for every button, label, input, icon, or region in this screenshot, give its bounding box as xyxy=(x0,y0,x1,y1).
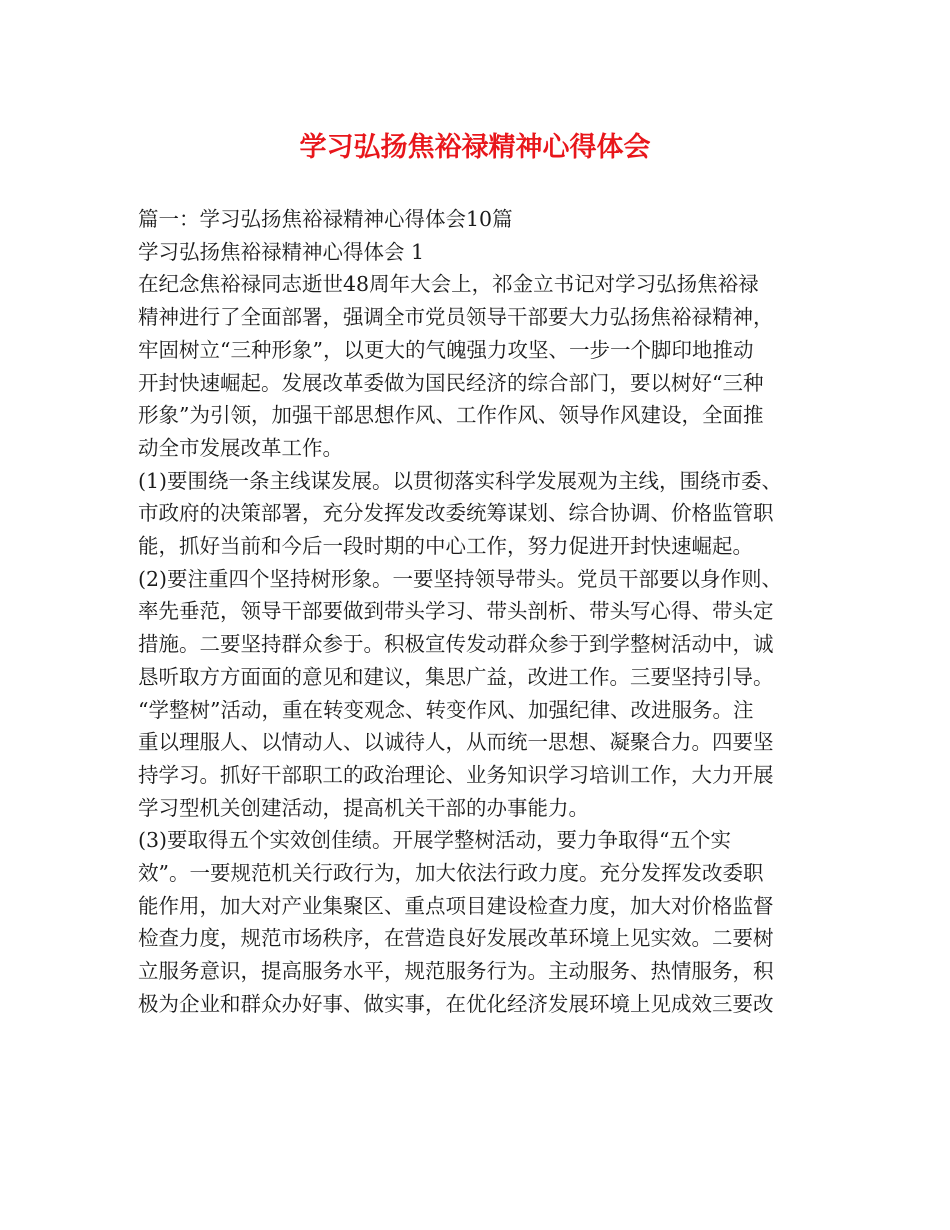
text-line: 持学习。抓好干部职工的政治理论、业务知识学习培训工作，大力开展 xyxy=(138,762,774,787)
text-line: 学习弘扬焦裕禄精神心得体会 1 xyxy=(138,239,425,264)
text-line: 形象”为引领，加强干部思想作风、工作作风、领导作风建设，全面推 xyxy=(138,403,764,428)
text-line: 在纪念焦裕禄同志逝世48周年大会上，祁金立书记对学习弘扬焦裕禄 xyxy=(138,272,759,297)
text-line: (1)要围绕一条主线谋发展。以贯彻落实科学发展观为主线，围绕市委、 xyxy=(138,468,783,493)
text-line: 立服务意识，提高服务水平，规范服务行为。主动服务、热情服务，积 xyxy=(138,959,774,984)
text-line: 能作用，加大对产业集聚区、重点项目建设检查力度，加大对价格监督 xyxy=(138,893,774,918)
document-body xyxy=(138,203,828,1021)
text-line: 措施。二要坚持群众参于。积极宣传发动群众参于到学整树活动中，诚 xyxy=(138,632,774,657)
text-line: 恳听取方方面面的意见和建议，集思广益，改进工作。三要坚持引导。 xyxy=(138,664,774,689)
text-line: 动全市发展改革工作。 xyxy=(138,435,343,460)
text-line: 能，抓好当前和今后一段时期的中心工作，努力促进开封快速崛起。 xyxy=(138,534,753,559)
text-line: 率先垂范，领导干部要做到带头学习、带头剖析、带头写心得、带头定 xyxy=(138,599,774,624)
text-line: 精神进行了全面部署，强调全市党员领导干部要大力弘扬焦裕禄精神， xyxy=(138,305,774,330)
text-line: 学习型机关创建活动，提高机关干部的办事能力。 xyxy=(138,795,589,820)
text-line: 效”。一要规范机关行政行为，加大依法行政力度。充分发挥发改委职 xyxy=(138,861,764,886)
text-line: 篇一：学习弘扬焦裕禄精神心得体会10篇 xyxy=(138,207,513,231)
text-line: 重以理服人、以情动人、以诚待人，从而统一思想、凝聚合力。四要坚 xyxy=(138,730,774,755)
text-line: 极为企业和群众办好事、做实事，在优化经济发展环境上见成效三要改 xyxy=(138,991,774,1016)
text-line: (3)要取得五个实效创佳绩。开展学整树活动，要力争取得“五个实 xyxy=(138,828,732,853)
text-line: 牢固树立“三种形象”，以更大的气魄强力攻坚、一步一个脚印地推动 xyxy=(138,337,754,362)
text-line: “学整树”活动，重在转变观念、转变作风、加强纪律、改进服务。注 xyxy=(138,697,754,722)
text-line: 市政府的决策部署，充分发挥发改委统筹谋划、综合协调、价格监管职 xyxy=(138,501,774,526)
text-line: (2)要注重四个坚持树形象。一要坚持领导带头。党员干部要以身作则、 xyxy=(138,566,783,591)
text-line: 开封快速崛起。发展改革委做为国民经济的综合部门，要以树好“三种 xyxy=(138,370,764,395)
text-line: 检查力度，规范市场秩序，在营造良好发展改革环境上见实效。二要树 xyxy=(138,926,774,951)
document-title: 学习弘扬焦裕禄精神心得体会 xyxy=(299,132,651,163)
